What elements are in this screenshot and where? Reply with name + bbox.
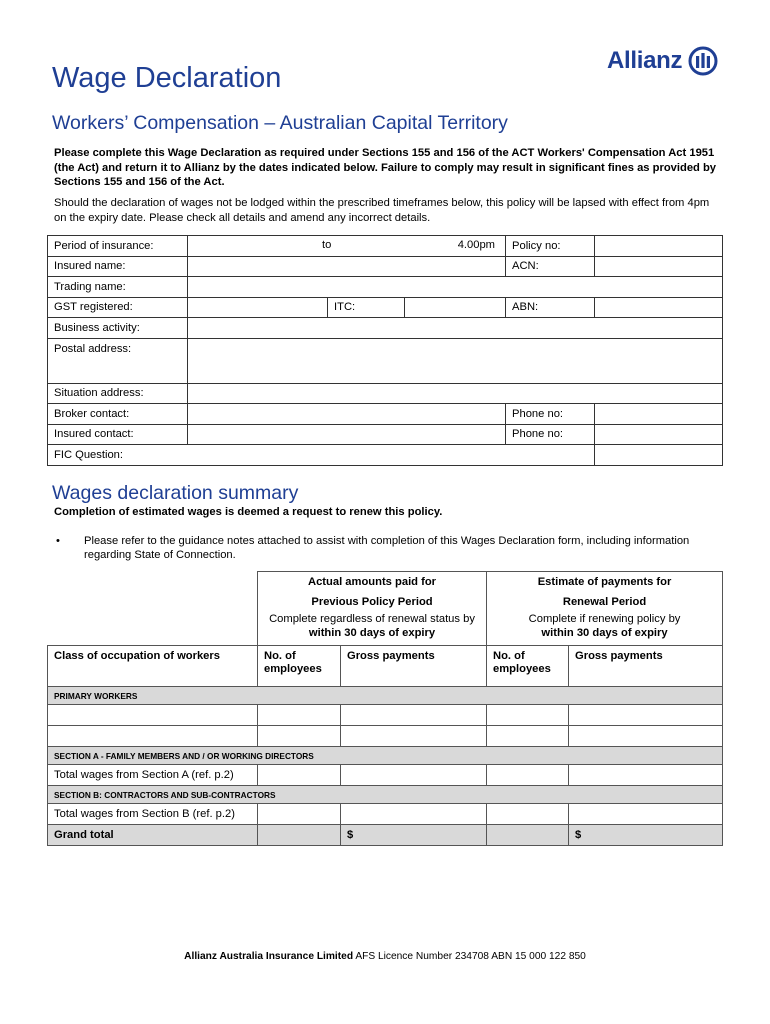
- band-section-b-row: [48, 786, 723, 804]
- grand-total-row: [48, 825, 723, 846]
- insured-name-label: Insured name:: [48, 256, 188, 277]
- broker-phone-field[interactable]: [595, 404, 723, 425]
- prev-employees-field[interactable]: [258, 726, 341, 747]
- business-activity-row: [48, 318, 723, 339]
- prev-gross-field[interactable]: [341, 726, 487, 747]
- policy-no-field[interactable]: [595, 236, 723, 257]
- prev-employees-field[interactable]: [258, 705, 341, 726]
- itc-label: ITC:: [328, 297, 405, 318]
- ren-gross-field[interactable]: [569, 726, 723, 747]
- section-a-prev-gross-field[interactable]: [341, 765, 487, 786]
- fic-question-label: FIC Question:: [48, 445, 595, 466]
- abn-field[interactable]: [595, 297, 723, 318]
- gst-row: [48, 297, 723, 318]
- section-b-ren-employees-field[interactable]: [487, 804, 569, 825]
- column-header-row: [48, 646, 723, 687]
- business-activity-field[interactable]: [188, 318, 723, 339]
- trading-name-field[interactable]: [188, 277, 723, 298]
- postal-address-label: Postal address:: [48, 338, 188, 383]
- itc-field[interactable]: [405, 297, 506, 318]
- insured-name-field[interactable]: [188, 256, 506, 277]
- page-subtitle: Workers’ Compensation – Australian Capital Territory: [52, 112, 508, 134]
- period-to-label: to: [322, 239, 332, 251]
- wages-summary-title: Wages declaration summary: [52, 482, 299, 504]
- business-activity-label: Business activity:: [48, 318, 188, 339]
- allianz-logo: [607, 44, 718, 78]
- col-prev-employees: No. of employees: [258, 646, 341, 687]
- class-field[interactable]: [48, 726, 258, 747]
- brand-name: Allianz: [607, 47, 683, 74]
- renewal-period-instructions: [487, 612, 723, 646]
- section-b-band: SECTION B: CONTRACTORS AND SUB-CONTRACTORS: [48, 786, 723, 804]
- period-field[interactable]: [188, 236, 506, 257]
- abn-label: ABN:: [506, 297, 595, 318]
- fic-question-field[interactable]: [595, 445, 723, 466]
- band-primary-row: [48, 687, 723, 705]
- insured-contact-field[interactable]: [188, 424, 506, 445]
- renewal-period-heading: Estimate of payments for: [487, 572, 723, 593]
- group-header-row-2: [48, 592, 723, 612]
- guidance-text: Please refer to the guidance notes attached to assist with completion of this Wages Declaration form, including information regarding State of Connection.: [84, 535, 690, 561]
- section-a-band: SECTION A - FAMILY MEMBERS AND / OR WORKING DIRECTORS: [48, 747, 723, 765]
- previous-period-instructions: [258, 612, 487, 646]
- col-class-of-occupation: Class of occupation of workers: [48, 646, 258, 687]
- footer-licence: AFS Licence Number 234708 ABN 15 000 122 850: [353, 951, 586, 962]
- footer-company: Allianz Australia Insurance Limited: [184, 951, 354, 962]
- ren-employees-field[interactable]: [487, 726, 569, 747]
- allianz-eagle-icon: [688, 46, 718, 76]
- renewal-period-name: Renewal Period: [487, 592, 723, 612]
- policy-no-label: Policy no:: [506, 236, 595, 257]
- table-row: [48, 726, 723, 747]
- renewal-instruction-text: Complete if renewing policy by: [528, 613, 681, 625]
- acn-label: ACN:: [506, 256, 595, 277]
- section-a-total-row: [48, 765, 723, 786]
- section-b-total-label: Total wages from Section B (ref. p.2): [48, 804, 258, 825]
- grand-total-prev-employees: [258, 825, 341, 846]
- period-time-label: 4.00pm: [457, 239, 496, 251]
- group-header-row-1: [48, 572, 723, 593]
- insured-contact-row: [48, 424, 723, 445]
- postal-address-row: [48, 338, 723, 383]
- section-b-prev-gross-field[interactable]: [341, 804, 487, 825]
- table-row: [48, 705, 723, 726]
- insured-phone-label: Phone no:: [506, 424, 595, 445]
- grand-total-prev-gross[interactable]: $: [341, 825, 487, 846]
- previous-period-name: Previous Policy Period: [258, 592, 487, 612]
- section-a-prev-employees-field[interactable]: [258, 765, 341, 786]
- trading-name-label: Trading name:: [48, 277, 188, 298]
- renewal-deadline-text: within 30 days of expiry: [541, 626, 668, 639]
- band-section-a-row: [48, 747, 723, 765]
- gst-field[interactable]: [188, 297, 328, 318]
- broker-contact-label: Broker contact:: [48, 404, 188, 425]
- wages-summary-subtitle: Completion of estimated wages is deemed a request to renew this policy.: [54, 506, 443, 518]
- gst-label: GST registered:: [48, 297, 188, 318]
- period-row: [48, 236, 723, 257]
- previous-deadline-text: within 30 days of expiry: [308, 626, 436, 639]
- col-ren-employees: No. of employees: [487, 646, 569, 687]
- policy-details-table: [47, 235, 723, 466]
- ren-employees-field[interactable]: [487, 705, 569, 726]
- ren-gross-field[interactable]: [569, 705, 723, 726]
- page-title: Wage Declaration: [52, 62, 282, 94]
- col-prev-gross: Gross payments: [341, 646, 487, 687]
- situation-address-label: Situation address:: [48, 383, 188, 404]
- broker-phone-label: Phone no:: [506, 404, 595, 425]
- section-a-total-label: Total wages from Section A (ref. p.2): [48, 765, 258, 786]
- prev-gross-field[interactable]: [341, 705, 487, 726]
- previous-period-heading: Actual amounts paid for: [258, 572, 487, 593]
- class-field[interactable]: [48, 705, 258, 726]
- footer: [0, 951, 770, 962]
- broker-contact-field[interactable]: [188, 404, 506, 425]
- guidance-bullet: [54, 535, 719, 562]
- fic-question-row: [48, 445, 723, 466]
- intro-legal-notice: Please complete this Wage Declaration as required under Sections 155 and 156 of the ACT Workers' Compensation Act 1951 (the Act) and return it to Allianz by the dates indicated below. Failure to comply may result in significant fines as provided by Sections 155 and 156 of the Act.: [54, 147, 717, 189]
- wages-table: [47, 571, 723, 846]
- grand-total-label: Grand total: [48, 825, 258, 846]
- trading-name-row: [48, 277, 723, 298]
- section-a-ren-gross-field[interactable]: [569, 765, 723, 786]
- situation-address-row: [48, 383, 723, 404]
- section-b-prev-employees-field[interactable]: [258, 804, 341, 825]
- insured-contact-label: Insured contact:: [48, 424, 188, 445]
- intro-lapse-notice: Should the declaration of wages not be lodged within the prescribed timeframes below, this policy will be lapsed with effect from 4pm on the expiry date. Please check all details and amend any incorrect details.: [54, 197, 710, 224]
- section-b-total-row: [48, 804, 723, 825]
- situation-address-field[interactable]: [188, 383, 723, 404]
- section-b-ren-gross-field[interactable]: [569, 804, 723, 825]
- bullet-icon: •: [56, 535, 60, 547]
- previous-instruction-text: Complete regardless of renewal status by: [269, 613, 475, 625]
- acn-field[interactable]: [595, 256, 723, 277]
- insured-name-row: [48, 256, 723, 277]
- grand-total-ren-gross[interactable]: $: [569, 825, 723, 846]
- insured-phone-field[interactable]: [595, 424, 723, 445]
- broker-contact-row: [48, 404, 723, 425]
- section-a-ren-employees-field[interactable]: [487, 765, 569, 786]
- period-label: Period of insurance:: [48, 236, 188, 257]
- grand-total-ren-employees: [487, 825, 569, 846]
- primary-workers-band: PRIMARY WORKERS: [48, 687, 723, 705]
- postal-address-field[interactable]: [188, 338, 723, 383]
- col-ren-gross: Gross payments: [569, 646, 723, 687]
- group-header-row-3: [48, 612, 723, 646]
